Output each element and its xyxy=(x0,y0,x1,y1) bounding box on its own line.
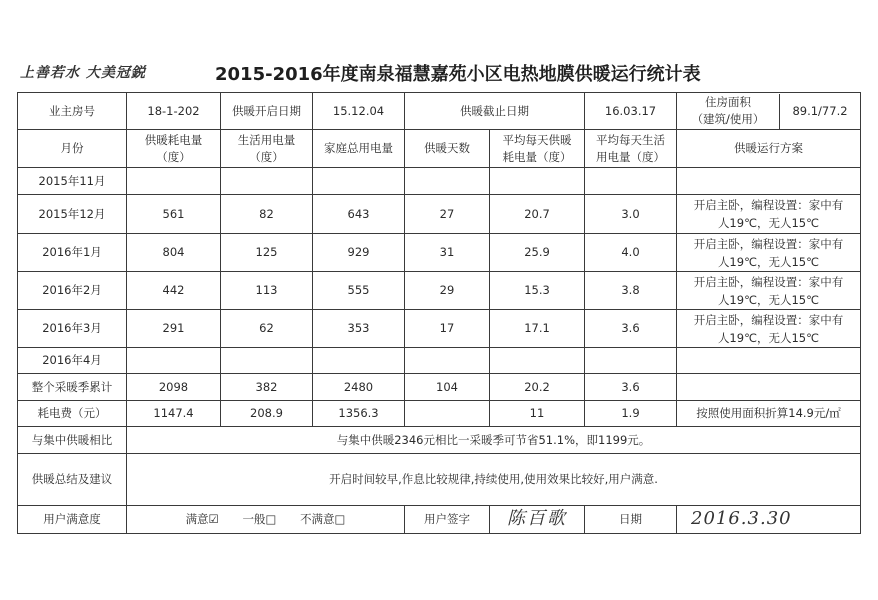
company-motto: 上善若水 大美冠鋭 xyxy=(20,65,146,81)
col-living-kwh-line2: （度） xyxy=(249,149,284,164)
row-plan-line2: 人19℃，无人15℃ xyxy=(717,216,820,230)
row-month: 2016年1月 xyxy=(18,234,127,272)
table-row xyxy=(18,310,861,348)
row-heating xyxy=(127,348,221,374)
signature-value xyxy=(490,506,585,534)
cost-living: 208.9 xyxy=(221,401,313,427)
row-heating: 442 xyxy=(127,272,221,310)
row-avg-living xyxy=(585,348,677,374)
col-avg-heating xyxy=(490,130,585,168)
row-days xyxy=(405,348,490,374)
row-avg-living: 4.0 xyxy=(585,234,677,272)
table-row xyxy=(18,272,861,310)
col-plan: 供暖运行方案 xyxy=(677,130,861,168)
heating-statistics-table xyxy=(17,92,861,534)
totals-living: 382 xyxy=(221,374,313,401)
cost-days xyxy=(405,401,490,427)
col-heating-kwh xyxy=(127,130,221,168)
row-living: 62 xyxy=(221,310,313,348)
row-plan-line1: 开启主卧，编程设置：家中有 xyxy=(693,198,844,212)
info-row xyxy=(18,93,861,130)
col-month: 月份 xyxy=(18,130,127,168)
row-days: 17 xyxy=(405,310,490,348)
row-avg-heating: 20.7 xyxy=(490,195,585,234)
row-days xyxy=(405,168,490,195)
cost-heating: 1147.4 xyxy=(127,401,221,427)
row-total: 929 xyxy=(313,234,405,272)
totals-plan xyxy=(677,374,861,401)
col-avg-living-line2: 用电量（度） xyxy=(596,149,665,164)
row-total: 353 xyxy=(313,310,405,348)
row-avg-heating xyxy=(490,348,585,374)
date-value xyxy=(677,506,861,534)
compare-label: 与集中供暖相比 xyxy=(18,427,127,454)
cost-total: 1356.3 xyxy=(313,401,405,427)
row-month: 2016年3月 xyxy=(18,310,127,348)
signature-label: 用户签字 xyxy=(405,506,490,534)
date-label: 日期 xyxy=(585,506,677,534)
row-heating: 291 xyxy=(127,310,221,348)
totals-row xyxy=(18,374,861,401)
row-heating: 804 xyxy=(127,234,221,272)
option-unsatisfied[interactable]: 不满意□ xyxy=(300,512,346,526)
row-living xyxy=(221,168,313,195)
owner-label: 业主房号 xyxy=(18,93,127,130)
totals-heating: 2098 xyxy=(127,374,221,401)
owner-value: 18-1-202 xyxy=(127,93,221,130)
col-living-kwh-line1: 生活用电量 xyxy=(237,132,296,147)
row-plan xyxy=(677,234,861,272)
row-month: 2016年2月 xyxy=(18,272,127,310)
summary-row xyxy=(18,454,861,506)
table-row xyxy=(18,348,861,374)
col-avg-heating-line2: 耗电量（度） xyxy=(502,149,572,164)
handwritten-date: 2016.3.30 xyxy=(691,508,792,529)
row-avg-heating: 15.3 xyxy=(490,272,585,310)
col-total-kwh: 家庭总用电量 xyxy=(313,130,405,168)
cost-note: 按照使用面积折算14.9元/㎡ xyxy=(677,401,861,427)
row-days: 31 xyxy=(405,234,490,272)
row-plan xyxy=(677,348,861,374)
totals-label: 整个采暖季累计 xyxy=(18,374,127,401)
cost-avg-heating: 11 xyxy=(490,401,585,427)
table-row xyxy=(18,168,861,195)
col-heating-kwh-line1: 供暖耗电量 xyxy=(144,132,203,147)
row-plan xyxy=(677,195,861,234)
totals-avg-heating: 20.2 xyxy=(490,374,585,401)
row-total xyxy=(313,348,405,374)
row-avg-heating: 17.1 xyxy=(490,310,585,348)
row-avg-living: 3.8 xyxy=(585,272,677,310)
area-label xyxy=(677,94,780,129)
table-row xyxy=(18,234,861,272)
row-plan xyxy=(677,168,861,195)
row-living xyxy=(221,348,313,374)
col-days: 供暖天数 xyxy=(405,130,490,168)
row-plan-line1: 开启主卧，编程设置：家中有 xyxy=(693,274,844,289)
row-days: 27 xyxy=(405,195,490,234)
row-living: 82 xyxy=(221,195,313,234)
end-date-label: 供暖截止日期 xyxy=(405,93,585,130)
row-plan-line1: 开启主卧，编程设置：家中有 xyxy=(693,312,844,327)
table-row xyxy=(18,195,861,234)
cost-row xyxy=(18,401,861,427)
col-avg-living-line1: 平均每天生活 xyxy=(596,132,665,147)
compare-row xyxy=(18,427,861,454)
cost-avg-living: 1.9 xyxy=(585,401,677,427)
row-plan-line2: 人19℃，无人15℃ xyxy=(717,292,820,307)
row-plan xyxy=(677,310,861,348)
summary-label: 供暖总结及建议 xyxy=(18,454,127,506)
summary-text: 开启时间较早,作息比较规律,持续使用,使用效果比较好,用户满意. xyxy=(127,454,861,506)
option-satisfied[interactable]: 满意☑ xyxy=(185,512,219,526)
row-plan-line2: 人19℃，无人15℃ xyxy=(717,330,820,345)
col-avg-living xyxy=(585,130,677,168)
row-avg-heating xyxy=(490,168,585,195)
col-living-kwh xyxy=(221,130,313,168)
satisfaction-options xyxy=(127,506,405,534)
row-plan xyxy=(677,272,861,310)
area-label-line1: 住房面积 xyxy=(705,95,751,109)
row-avg-living: 3.0 xyxy=(585,195,677,234)
row-month: 2015年11月 xyxy=(18,168,127,195)
col-avg-heating-line1: 平均每天供暖 xyxy=(502,132,572,147)
row-total: 643 xyxy=(313,195,405,234)
row-heating xyxy=(127,168,221,195)
area-label-line2: （建筑/使用） xyxy=(691,112,765,126)
row-month: 2016年4月 xyxy=(18,348,127,374)
totals-total: 2480 xyxy=(313,374,405,401)
option-average[interactable]: 一般□ xyxy=(242,512,277,526)
row-avg-living: 3.6 xyxy=(585,310,677,348)
row-avg-heating: 25.9 xyxy=(490,234,585,272)
totals-days: 104 xyxy=(405,374,490,401)
satisfaction-label: 用户满意度 xyxy=(18,506,127,534)
col-heating-kwh-line2: （度） xyxy=(156,149,191,164)
cost-label: 耗电费（元） xyxy=(18,401,127,427)
page-title: 2015-2016年度南泉福慧嘉苑小区电热地膜供暖运行统计表 xyxy=(215,64,701,85)
start-date-label: 供暖开启日期 xyxy=(221,93,313,130)
row-living: 125 xyxy=(221,234,313,272)
compare-text: 与集中供暖2346元相比一采暖季可节省51.1%，即1199元。 xyxy=(127,427,861,454)
area-cell xyxy=(677,93,861,130)
row-plan-line1: 开启主卧，编程设置：家中有 xyxy=(693,236,844,251)
row-living: 113 xyxy=(221,272,313,310)
totals-avg-living: 3.6 xyxy=(585,374,677,401)
satisfaction-row xyxy=(18,506,861,534)
column-header-row xyxy=(18,130,861,168)
row-month: 2015年12月 xyxy=(18,195,127,234)
signature: 陈百歌 xyxy=(507,508,567,529)
row-total: 555 xyxy=(313,272,405,310)
row-avg-living xyxy=(585,168,677,195)
row-days: 29 xyxy=(405,272,490,310)
end-date-value: 16.03.17 xyxy=(585,93,677,130)
row-plan-line2: 人19℃，无人15℃ xyxy=(717,254,820,269)
row-total xyxy=(313,168,405,195)
area-value: 89.1/77.2 xyxy=(792,103,848,118)
start-date-value: 15.12.04 xyxy=(313,93,405,130)
row-heating: 561 xyxy=(127,195,221,234)
